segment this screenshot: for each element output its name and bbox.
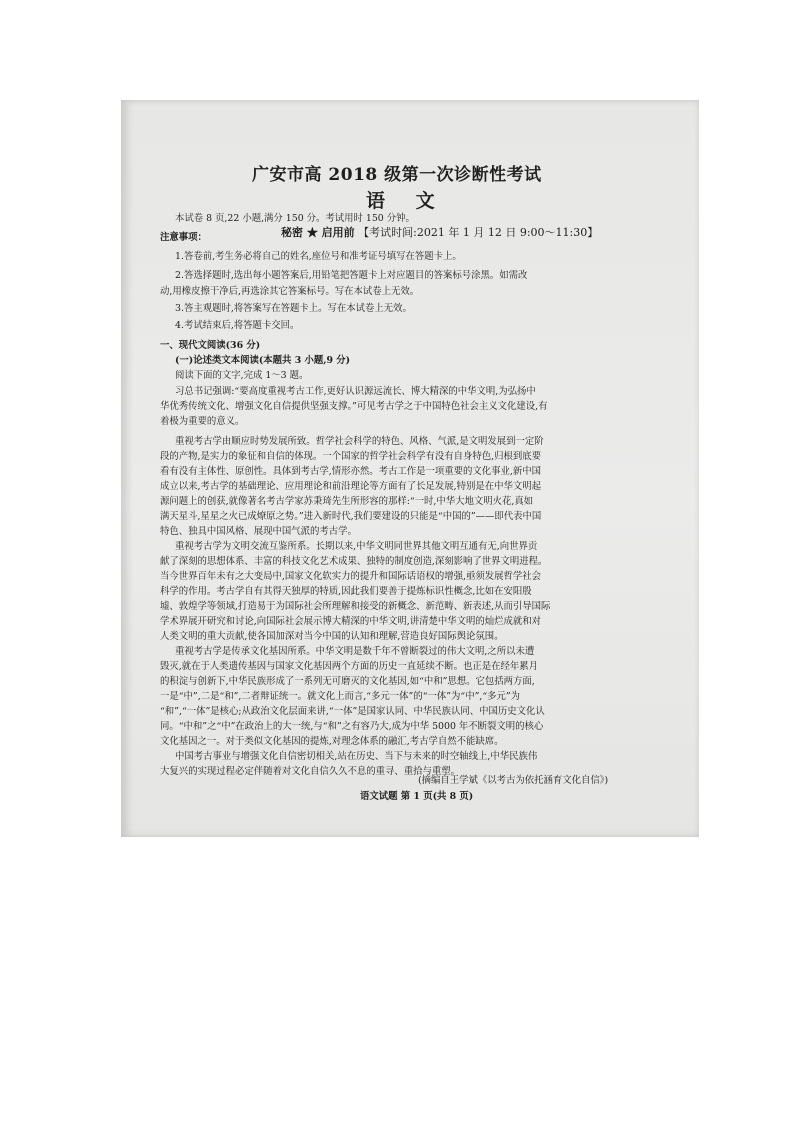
exam-intro: 本试卷 8 页,22 小题,满分 150 分。考试用时 150 分钟。 <box>175 213 415 224</box>
passage-line: 重视考古学为文明交流互鉴所系。长期以来,中华文明同世界其他文明互通有无,向世界贡 <box>175 541 538 552</box>
secret-label: 秘密 ★ 启用前 <box>281 226 355 239</box>
notice-heading: 注意事项： <box>160 232 207 243</box>
notice-item: 1.答卷前,考生务必将自己的姓名,座位号和准考证号填写在答题卡上。 <box>175 251 462 262</box>
passage-line: 满天星斗,星星之火已成燎原之势。”进入新时代,我们要建设的只能是“中国的”——即代表中国 <box>160 511 542 522</box>
confidential-header <box>281 224 598 240</box>
exam-subject: 语 文 <box>366 190 447 212</box>
passage-line: 看有没有主体性、原创性。具体到考古学,情形亦然。考古工作是一项重要的文化事业,新中国 <box>160 466 541 477</box>
passage-line: 献了深刻的思想体系、丰富的科技文化艺术成果、独特的制度创造,深刻影响了世界文明进程。 <box>160 556 548 567</box>
notice-item: 动,用橡皮擦干净后,再选涂其它答案标号。写在本试卷上无效。 <box>160 286 420 297</box>
notice-item: 4.考试结束后,将答题卡交回。 <box>175 320 300 331</box>
exam-title: 广安市高 2018 级第一次诊断性考试 <box>252 165 542 185</box>
subsection-heading: (一)论述类文本阅读(本题共 3 小题,9 分) <box>175 355 351 366</box>
passage-line: “和”,“一体”是核心;从政治文化层面来讲,“一体”是国家认同、中华民族认同、中国历史文化认 <box>160 706 545 717</box>
passage-line: 成立以来,考古学的基础理论、应用理论和前沿理论等方面有了长足发展,特别是在中华文明起 <box>160 481 541 492</box>
reading-instruction: 阅读下面的文字,完成 1～3 题。 <box>175 370 309 381</box>
passage-line: 习总书记强调:“要高度重视考古工作,更好认识源远流长、博大精深的中华文明,为弘扬中 <box>175 386 536 397</box>
page-footer: 语文试题 第 1 页(共 8 页) <box>360 791 474 802</box>
exam-time: 【考试时间:2021 年 1 月 12 日 9:00～11:30】 <box>358 226 599 239</box>
passage-line: 大复兴的实现过程必定伴随着对文化自信久久不息的重寻、重拾与重塑。 <box>160 766 461 777</box>
passage-line: 华优秀传统文化、增强文化自信提供坚强支撑。”可见考古学之于中国特色社会主义文化建设,有 <box>160 401 548 412</box>
passage-source: (摘编自王学斌《以考古为依托涵育文化自信》) <box>418 775 609 786</box>
passage-line: 同。“中和”之“中”在政治上的大一统,与“和”之有容乃大,成为中华 5000 年不断裂文明的核心 <box>160 721 544 732</box>
passage-line: 源问题上的创获,就像著名考古学家苏秉琦先生所形容的那样:“一时,中华大地文明火花,真如 <box>160 496 534 507</box>
passage-line: 文化基因之一。对于类似文化基因的提炼,对理念体系的融汇,考古学自然不能缺席。 <box>160 736 504 747</box>
passage-line: 学术界展开研究和讨论,向国际社会展示博大精深的中华文明,讲清楚中华文明的灿烂成就和对 <box>160 616 541 627</box>
passage-line: 科学的作用。考古学自有其得天独厚的特质,因此我们要善于提炼标识性概念,比如在安阳殷 <box>160 586 532 597</box>
passage-line: 段的产物,是实力的象征和自信的体现。一个国家的哲学社会科学有没有自身特色,归根到底要 <box>160 451 541 462</box>
passage-line: 着极为重要的意义。 <box>160 416 245 427</box>
passage-line: 中国考古事业与增强文化自信密切相关,站在历史、当下与未来的时空轴线上,中华民族伟 <box>175 751 538 762</box>
section-heading: 一、现代文阅读(36 分) <box>160 340 261 351</box>
passage-line: 特色、独具中国风格、展现中国气派的考古学。 <box>160 526 357 537</box>
passage-line: 当今世界百年未有之大变局中,国家文化软实力的提升和国际话语权的增强,亟须发展哲学社会 <box>160 571 541 582</box>
passage-line: 毁灭,就在于人类遗传基因与国家文化基因两个方面的历史一直延续不断。也正是在经年累月 <box>160 661 538 672</box>
passage-line: 一是“中”,二是“和”,二者辩证统一。就文化上而言,“多元一体”的“一体”为“中”,“多元”为 <box>160 691 521 702</box>
notice-item: 2.答选择题时,选出每小题答案后,用铅笔把答题卡上对应题目的答案标号涂黑。如需改 <box>175 270 528 281</box>
passage-line: 墟、敦煌学等领域,打造易于为国际社会所理解和接受的新概念、新范畴、新表述,从而引导国际 <box>160 601 551 612</box>
notice-item: 3.答主观题时,将答案写在答题卡上。写在本试卷上无效。 <box>175 303 412 314</box>
passage-line: 重视考古学是传承文化基因所系。中华文明是数千年不曾断裂过的伟大文明,之所以未遭 <box>175 646 535 657</box>
passage-line: 的积淀与创新下,中华民族形成了一系列无可磨灭的文化基因,如“中和”思想。它包括两方面, <box>160 676 535 687</box>
passage-line: 重视考古学由顺应时势发展所致。哲学社会科学的特色、风格、气派,是文明发展到一定阶 <box>175 436 544 447</box>
passage-line: 人类文明的重大贡献,使各国加深对当今中国的认知和理解,营造良好国际舆论氛围。 <box>160 631 504 642</box>
